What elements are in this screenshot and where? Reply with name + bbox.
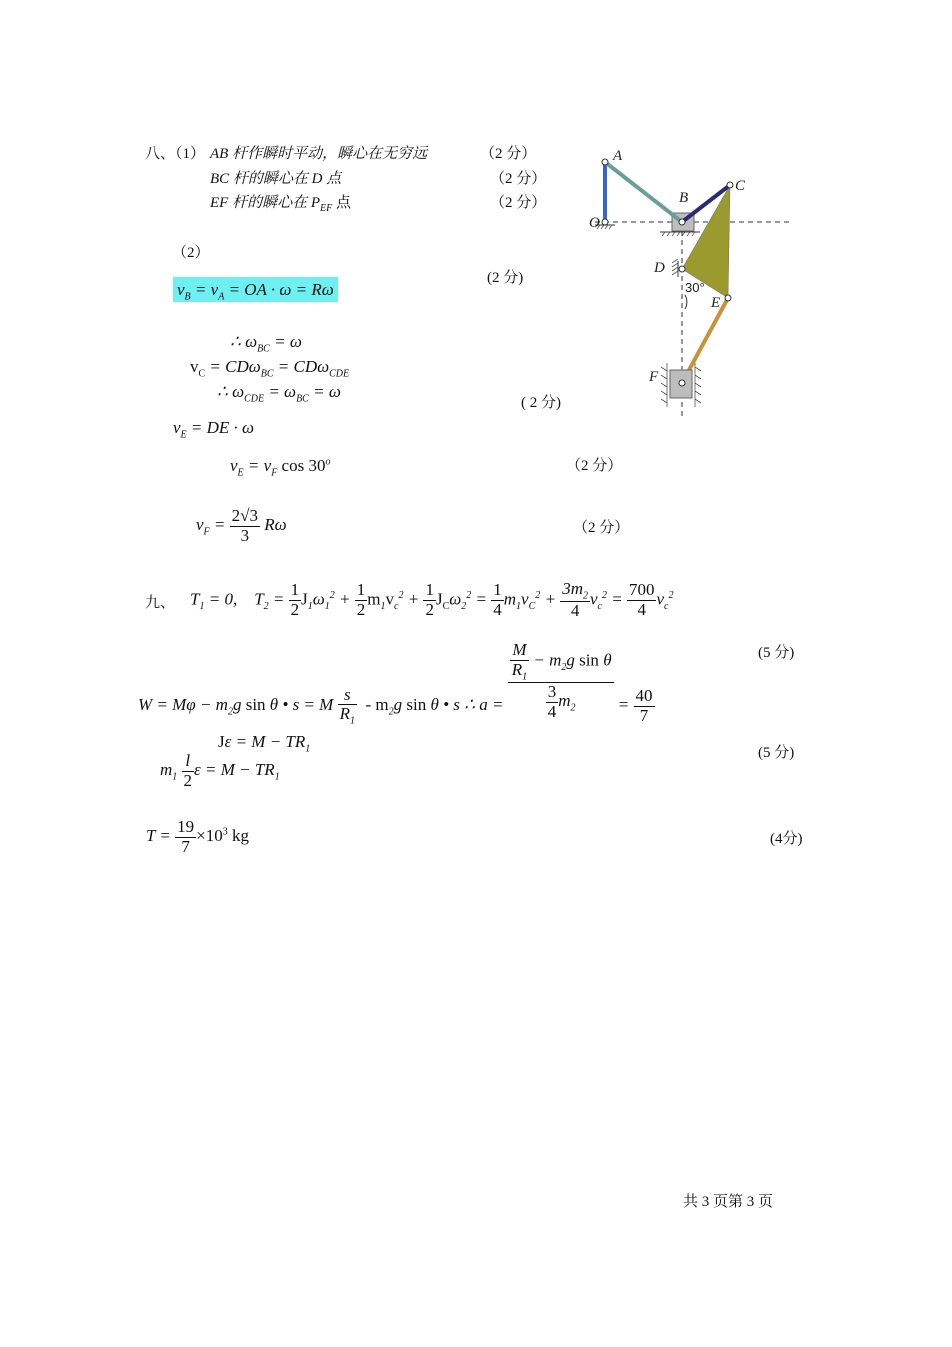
label-b: B	[679, 190, 689, 206]
q9-score2: (5 分)	[758, 745, 795, 761]
q9-eq2: $W = M\varphi - m_2g$ sin θ • s = M $\frac{s}{R_1}$ - $m_2g$ sin θ • s ∴ a = $\frac{M}{R_1}$ − $m_2g$ sin θ $\frac{3}{4}$ $m_2$ = $\frac{40}{7}$	[138, 640, 653, 727]
q8-score3: （2 分）	[490, 195, 547, 211]
label-a: A	[613, 148, 623, 164]
link-ab	[605, 162, 682, 222]
q8-score4: (2 分)	[487, 270, 524, 286]
label-o: O	[589, 215, 600, 231]
q8-eq3: $v_C = CD\omega_{BC} = CD\omega_{CDE}$	[190, 357, 350, 380]
q8-part2: （2）	[172, 245, 210, 261]
q8-score2: （2 分）	[490, 171, 547, 187]
q8-eq1: $v_B = v_A$ = OA · ω = Rω	[173, 281, 338, 302]
q8-score6: （2 分）	[566, 458, 623, 474]
angle-label: 30°	[685, 280, 705, 295]
q8-line1: AB 杆作瞬时平动，瞬心在无穷远	[210, 146, 428, 162]
q8-eq4: ∴ $\omega_{CDE} = \omega_{BC} = \omega$	[217, 382, 341, 405]
question-8-label: 八、（1）	[145, 146, 206, 162]
label-e: E	[711, 295, 721, 311]
q8-score5: ( 2 分)	[521, 395, 561, 411]
question-9-label: 九、	[145, 595, 176, 611]
q8-eq2: ∴ $\omega_{BC} = \omega$	[230, 332, 302, 355]
label-d: D	[654, 260, 665, 276]
q9-eq5: T = $\frac{19}{7}$ $\times 10^3$ kg	[146, 817, 249, 856]
q8-eq7: $v_F$ = $\frac{2√3}{3}$ Rω	[196, 506, 287, 545]
label-f: F	[649, 369, 659, 385]
q9-score3: (4分)	[770, 831, 803, 847]
q9-eq4: $m_1$ $\frac{l}{2}$ $\varepsilon = M - TR_1$	[160, 751, 280, 790]
q8-eq6: $v_E = v_F$ cos 30$^o$	[230, 456, 331, 479]
mechanism-diagram	[575, 145, 800, 425]
q9-score1: (5 分)	[758, 645, 795, 661]
q8-score1: （2 分）	[480, 146, 537, 162]
q8-line3: EF 杆的瞬心在 $P_{EF}$ 点	[210, 195, 351, 214]
page-footer: 共 3 页第 3 页	[683, 1194, 774, 1210]
q8-score7: （2 分）	[573, 520, 630, 536]
q8-line2: BC 杆的瞬心在 D 点	[210, 171, 342, 187]
q9-eq1: $T_1 = 0$, $T_2$ = $\frac{1}{2}$ $J_1\omega_1^2$ + $\frac{1}{2}$ $m_1v_c^2$ + $\frac{1}{2}$ $J_C\omega_2^2$ = $\frac{1}{4}$ $m_1v_C^2$ + $\frac{3m_2}{4}$ $v_c^2$ = $\frac{700}{4}$ $v_c^2$	[190, 579, 674, 621]
q8-eq5: $v_E$ = DE · ω	[173, 418, 255, 441]
q9-eq3: $J\varepsilon = M - TR_1$	[218, 732, 311, 755]
label-c: C	[735, 178, 746, 194]
